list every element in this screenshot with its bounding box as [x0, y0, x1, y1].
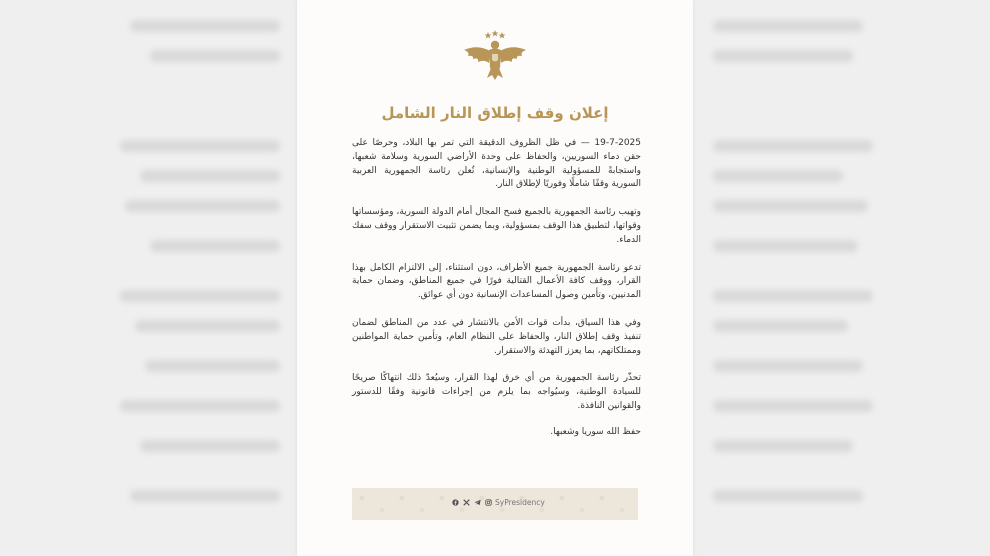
paragraph-3: تدعو رئاسة الجمهورية جميع الأطراف، دون استثناء، إلى الالتزام الكامل بهذا القرار، ووقف كافة الأعمال القتالية فورًا في جميع المناطق، وضمان حماية المدنيين، وتأمين وصول المساعدات الإنسانية دون أي عوائق. — [352, 262, 641, 301]
social-icons — [452, 499, 492, 506]
announcement-body — [352, 137, 641, 454]
blurred-background-left — [0, 0, 297, 556]
facebook-icon[interactable] — [452, 499, 459, 506]
instagram-icon[interactable] — [485, 499, 492, 506]
announcement-title: إعلان وقف إطلاق النار الشامل — [381, 104, 609, 122]
footer-banner — [352, 488, 638, 520]
paragraph-5: تحذّر رئاسة الجمهورية من أي خرق لهذا القرار، وسيُعدّ ذلك انتهاكًا صريحًا للسيادة الوطنية، وسيُواجه بما يلزم من إجراءات قانونية وفقًا للدستور والقوانين النافذة. — [352, 373, 641, 411]
paragraph-1: 19-7-2025 — في ظل الظروف الدقيقة التي تمر بها البلاد، وحرصًا على حقن دماء السوريين، والحفاظ على وحدة الأراضي السورية وسلامة شعبها، واستجابةً للمسؤولية الوطنية والإنسانية، تُعلن رئاسة الجمهورية العربية السورية وقفًا شاملًا وفوريًا لإطلاق النار. — [352, 138, 641, 190]
paragraph-2: وتهيب رئاسة الجمهورية بالجميع فسح المجال أمام الدولة السورية، ومؤسساتها وقواتها، لتطبيق هذا الوقف بمسؤولية، وبما يضمن تثبيت الاستقرار ووقف سفك الدماء. — [352, 207, 641, 245]
eagle-emblem-icon — [460, 30, 530, 86]
social-handle: SyPresidency — [495, 498, 545, 507]
blurred-background-right — [693, 0, 990, 556]
announcement-page — [297, 0, 693, 556]
closing-line: حفظ الله سوريا وشعبها. — [550, 426, 641, 437]
paragraph-4: وفي هذا السياق، بدأت قوات الأمن بالانتشار في عدد من المناطق لضمان تنفيذ وقف إطلاق النار، والحفاظ على النظام العام، وتأمين حماية المواطنين وممتلكاتهم، بما يعزز التهدئة والاستقرار. — [352, 317, 641, 356]
x-icon[interactable] — [463, 499, 470, 506]
telegram-icon[interactable] — [474, 499, 481, 506]
